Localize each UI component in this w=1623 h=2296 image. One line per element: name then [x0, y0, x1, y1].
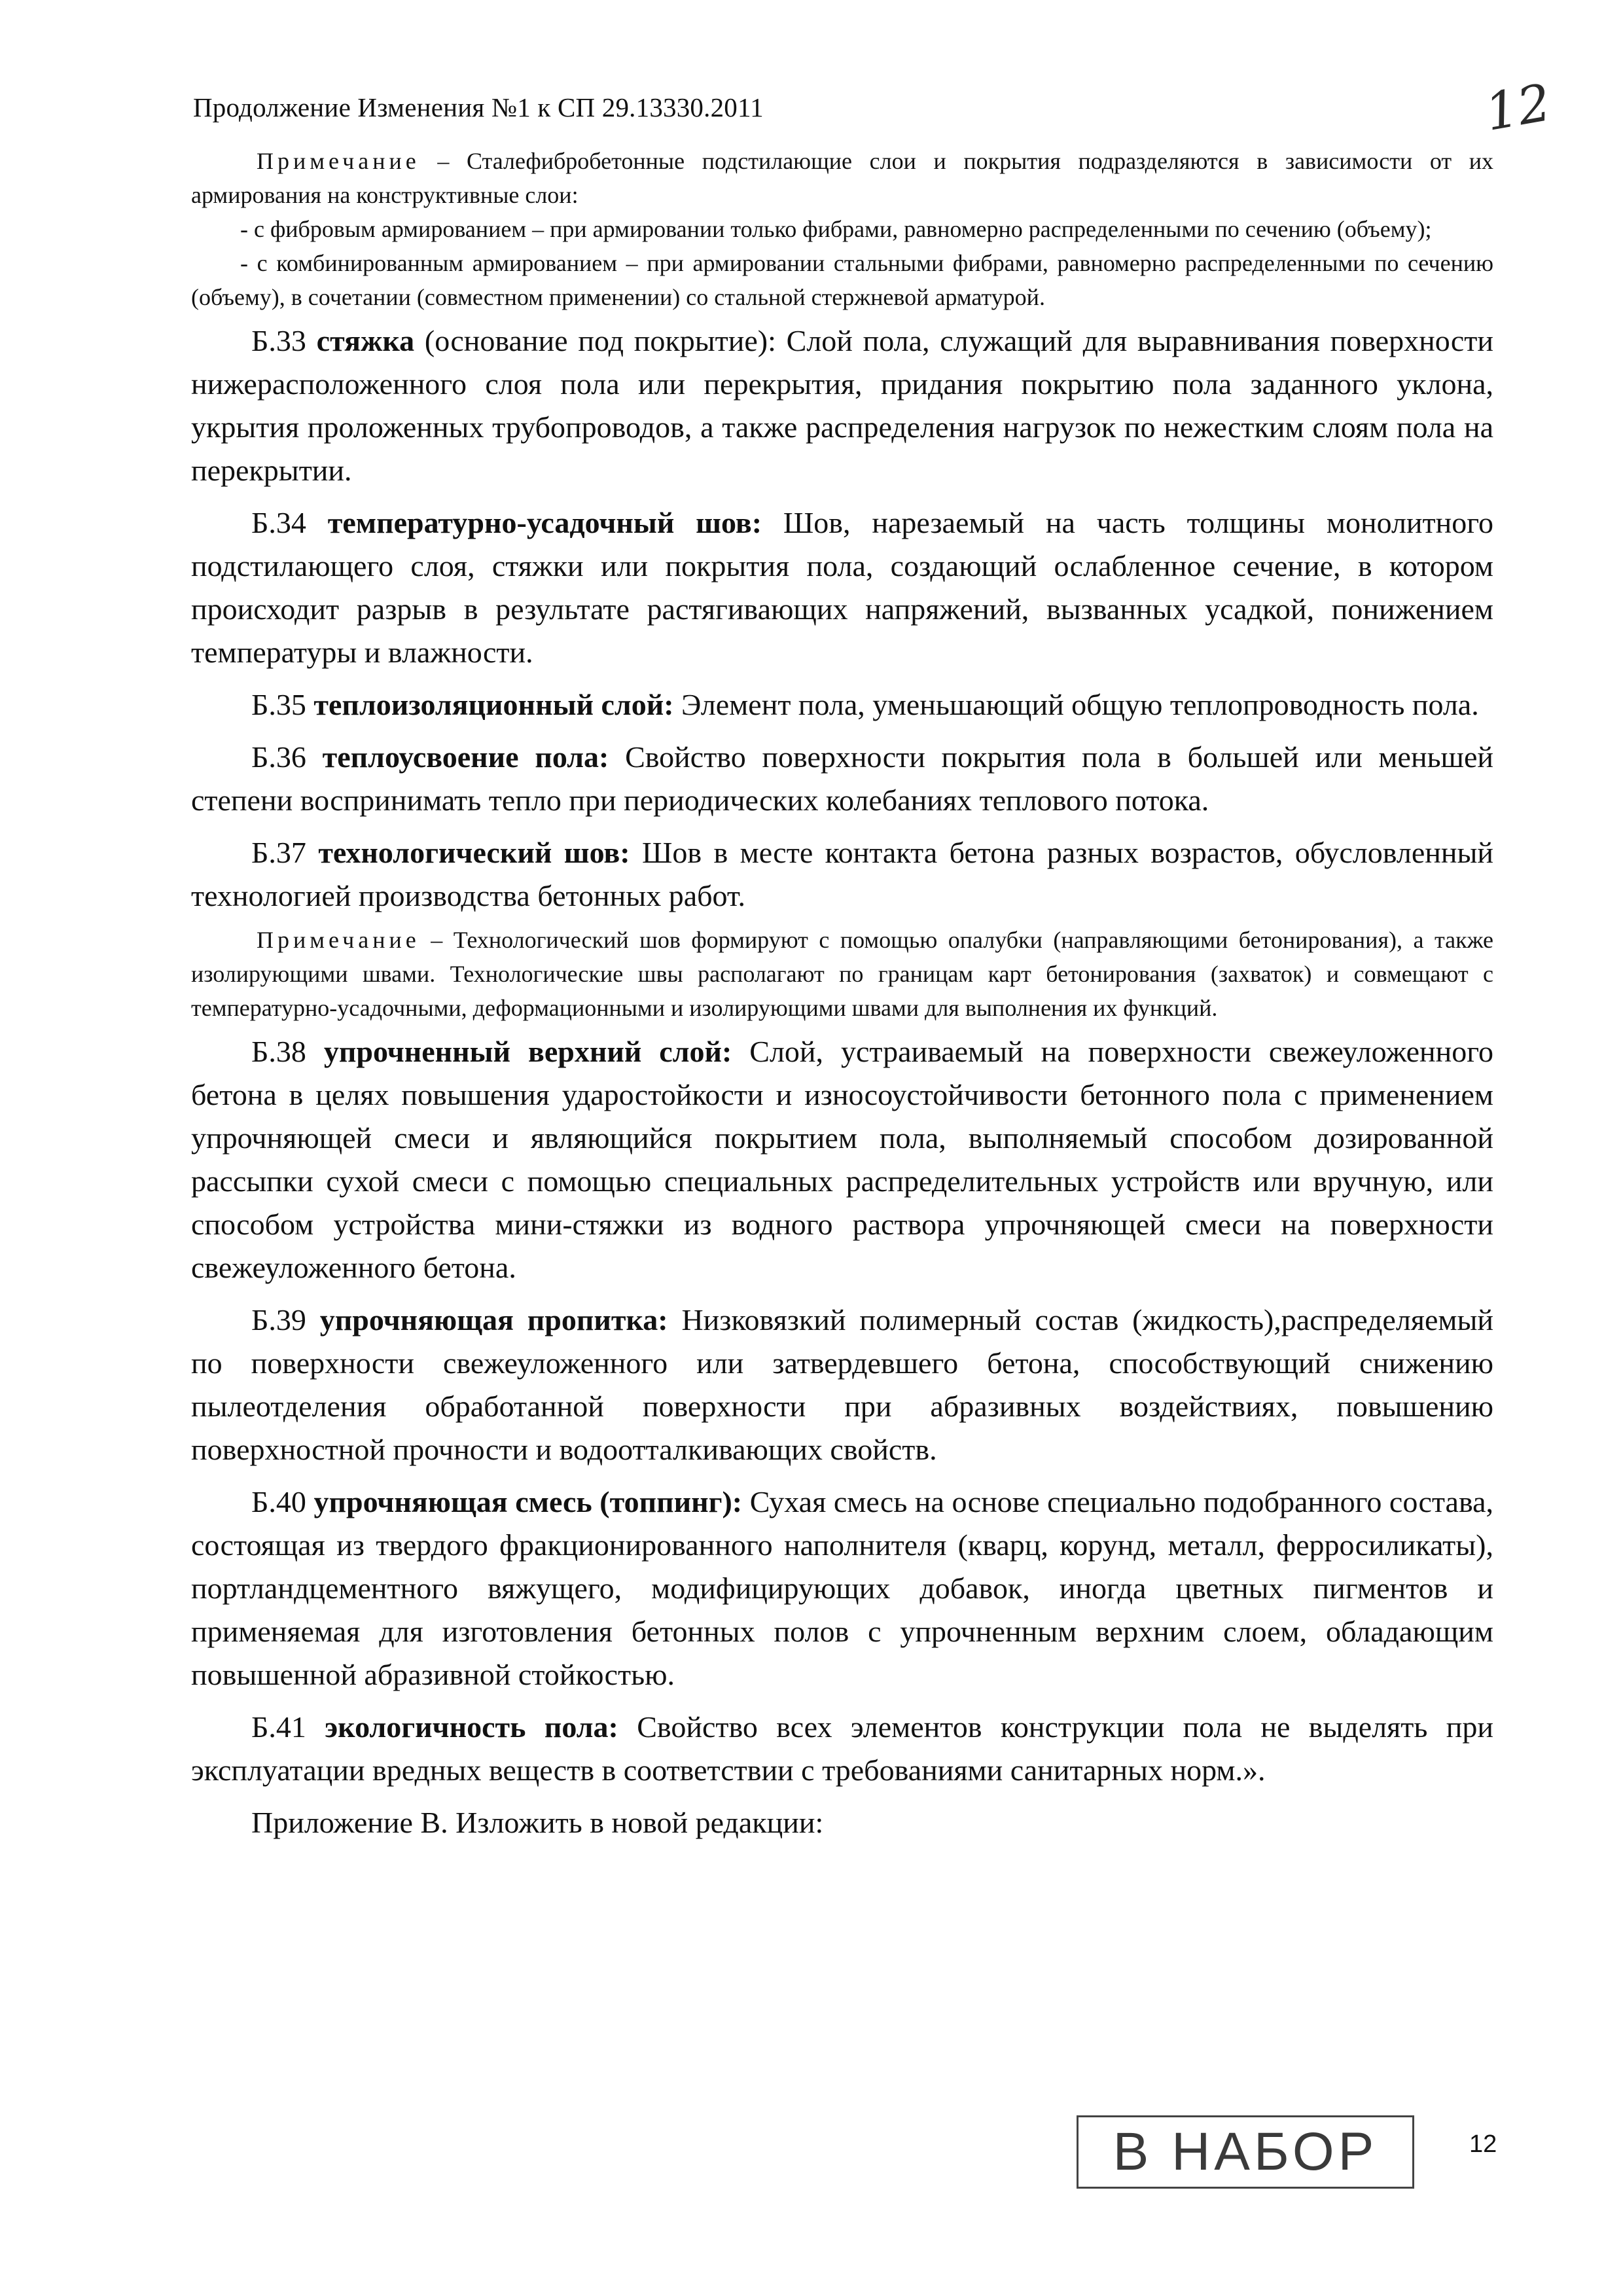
entry-b37-num: Б.37 [251, 836, 319, 869]
stamp-v-nabor: В НАБОР [1077, 2115, 1414, 2189]
entry-b38 [191, 1030, 1493, 1289]
entry-b37 [191, 831, 1493, 918]
entry-b38-term: упрочненный верхний слой: [323, 1035, 732, 1068]
appendix-instruction: Приложение В. Изложить в новой редакции: [251, 1806, 824, 1839]
entry-b41-text: Свойство всех элементов конструкции пола не выделять при эксплуатации вредных веществ в соответствии с требованиями санитарных норм.». [191, 1710, 1493, 1787]
note-1-item-1: - с фибровым армированием – при армировании только фибрами, равномерно распределенными по сечению (объему); [240, 216, 1432, 242]
entry-b34-text: Шов, нарезаемый на часть толщины монолитного подстилающего слоя, стяжки или покрытия пола, создающий ослабленное сечение, в котором происходит разрыв в результате растягивающих напряжений, вызванных усадкой, понижением температуры и влажности. [191, 506, 1493, 669]
entry-b40 [191, 1480, 1493, 1696]
entry-b36-num: Б.36 [251, 740, 323, 774]
entry-b37-term: технологический шов: [318, 836, 630, 869]
note-1 [191, 144, 1493, 212]
note-1-label: Примечание [257, 148, 420, 174]
note-2 [191, 923, 1493, 1025]
note-1-item-2: - с комбинированным армированием – при армировании стальными фибрами, равномерно распределенными по сечению (объему), в сочетании (совместном применении) со стальной стержневой арматурой. [191, 250, 1493, 310]
entry-b40-num: Б.40 [251, 1485, 314, 1518]
entry-b40-term: упрочняющая смесь (топпинг): [313, 1485, 743, 1518]
entry-b33-term: стяжка [316, 324, 415, 357]
entry-b34-term: температурно-усадочный шов: [327, 506, 762, 539]
entry-b41-term: экологичность пола: [325, 1710, 618, 1744]
entry-b34 [191, 501, 1493, 674]
handwritten-page-number: 12 [1480, 73, 1556, 143]
entry-b41 [191, 1706, 1493, 1792]
entry-b40-text: Сухая смесь на основе специально подобранного состава, состоящая из твердого фракционированного наполнителя (кварц, корунд, металл, ферросиликаты), портландцементного вяжущего, модифицирующих добавок, иногда цветных пигментов и применяемая для изготовления бетонных полов с упрочненным верхним слоем, обладающим повышенной абразивной стойкостью. [191, 1485, 1494, 1691]
page-header: Продолжение Изменения №1 к СП 29.13330.2011 [193, 92, 764, 122]
entry-b35-num: Б.35 [251, 688, 314, 721]
entry-b33-num: Б.33 [251, 324, 317, 357]
entry-b39-term: упрочняющая пропитка: [319, 1303, 668, 1336]
entry-b41-num: Б.41 [251, 1710, 325, 1744]
note-2-label: Примечание [257, 927, 420, 953]
document-body [191, 144, 1493, 1844]
entry-b33-text: (основание под покрытие): Слой пола, служащий для выравнивания поверхности нижерасположенного слоя пола или перекрытия, придания покрытию пола заданного уклона, укрытия проложенных трубопроводов, а также распределения нагрузок по нежестким слоям пола на перекрытии. [191, 324, 1493, 487]
entry-b39-num: Б.39 [251, 1303, 320, 1336]
page-number: 12 [1469, 2130, 1497, 2158]
entry-b38-text: Слой, устраиваемый на поверхности свежеуложенного бетона в целях повышения ударостойкости и износоустойчивости бетонного пола с применением упрочняющей смеси и являющийся покрытием пола, выполняемый способом дозированной рассыпки сухой смеси с помощью специальных распределительных устройств или вручную, или способом устройства мини-стяжки из водного раствора упрочняющей смеси на поверхности свежеуложенного бетона. [191, 1035, 1493, 1284]
entry-b37-text: Шов в месте контакта бетона разных возрастов, обусловленный технологией производства бетонных работ. [191, 836, 1493, 912]
note-1-text: – Сталефибробетонные подстилающие слои и покрытия подразделяются в зависимости от их армирования на конструктивные слои: [191, 148, 1493, 208]
entry-b36 [191, 736, 1493, 822]
entry-b34-num: Б.34 [251, 506, 328, 539]
note-2-text: – Технологический шов формируют с помощью опалубки (направляющими бетонирования), а также изолирующими швами. Технологические швы располагают по границам карт бетонирования (захваток) и совмещают с температурно-усадочными, деформационными и изолирующими швами для выполнения их функций. [191, 927, 1493, 1021]
entry-b39 [191, 1299, 1493, 1471]
entry-b35-term: теплоизоляционный слой: [313, 688, 674, 721]
entry-b39-text: Низковязкий полимерный состав (жидкость),распределяемый по поверхности свежеуложенного или затвердевшего бетона, способствующий снижению пылеотделения обработанной поверхности при абразивных воздействиях, повышению поверхностной прочности и водоотталкивающих свойств. [191, 1303, 1494, 1466]
entry-b35 [191, 683, 1493, 726]
entry-b35-text: Элемент пола, уменьшающий общую теплопроводность пола. [673, 688, 1479, 721]
entry-b33 [191, 319, 1493, 492]
entry-b36-text: Свойство поверхности покрытия пола в большей или меньшей степени воспринимать тепло при периодических колебаниях теплового потока. [191, 740, 1494, 817]
entry-b36-term: теплоусвоение пола: [322, 740, 609, 774]
entry-b38-num: Б.38 [251, 1035, 324, 1068]
